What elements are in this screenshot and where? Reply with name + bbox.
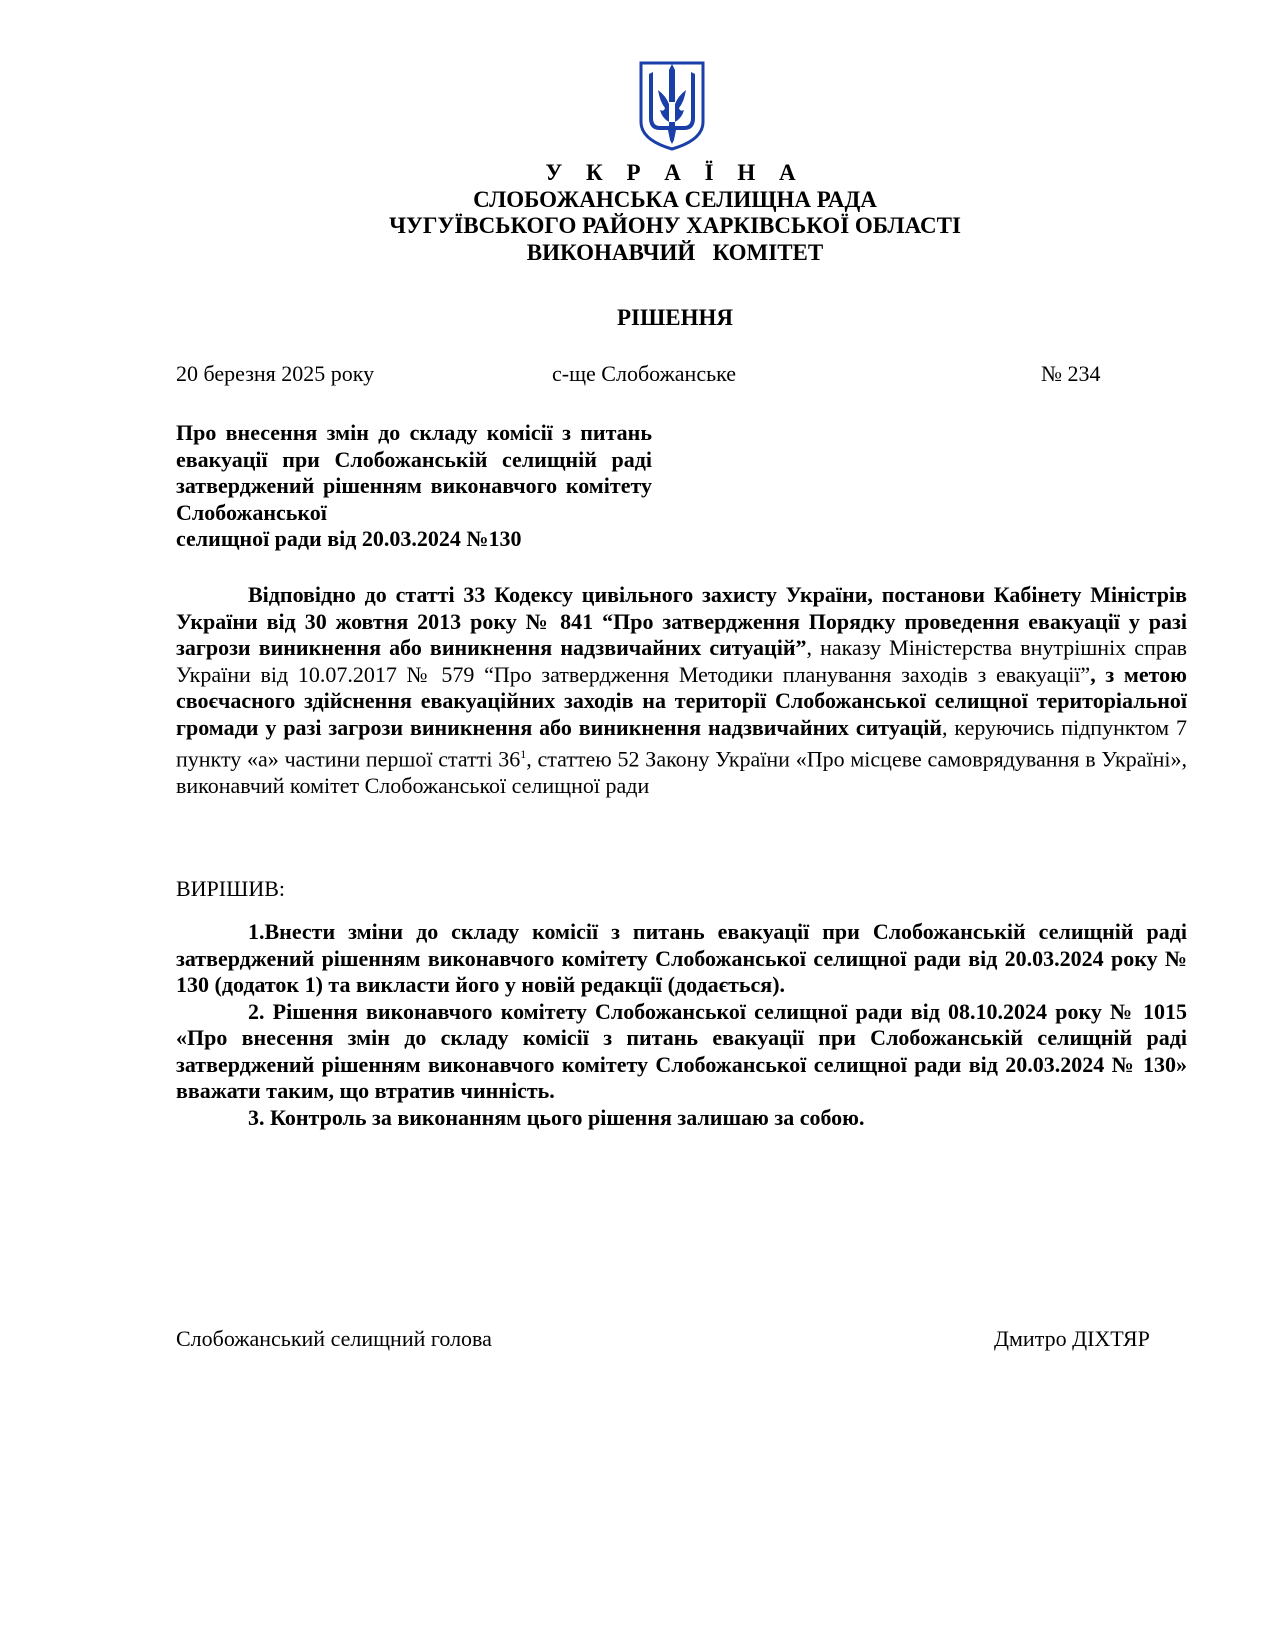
decision-item-1: 1.Внести зміни до складу комісії з питань евакуації при Слобожанській селищній раді затверджений рішенням виконавчого комітету Слобожанської селищної ради від 20.03.2024 року № 130 (додаток 1) та викласти його у новій редакції (додається). (176, 919, 1187, 997)
council-name: СЛОБОЖАНСЬКА СЕЛИЩНА РАДА (473, 186, 877, 212)
signature-name: Дмитро ДІХТЯР (994, 1326, 1150, 1351)
resolved-label: ВИРІШИВ: (176, 876, 285, 901)
decision-items (176, 919, 1187, 1131)
subject-text: Про внесення змін до складу комісії з питань евакуації при Слобожанській селищній раді затверджений рішенням виконавчого комітету Слобожанської (176, 420, 652, 525)
document-number: № 234 (1041, 361, 1101, 386)
preamble-superscript: 1 (520, 747, 527, 761)
preamble-normal-2: , керуючись підпунктом 7 пункту «а» частини першої статті 36 (176, 714, 1187, 772)
preamble-bold-2: , з метою своєчасного здійснення евакуаційних заходів на території Слобожанської селищної територіальної громади у разі загрози виникнення або виникнення надзвичайних ситуацій (176, 661, 1187, 740)
decision-item-2: 2. Рішення виконавчого комітету Слобожанської селищної ради від 08.10.2024 року № 1015 «Про внесення змін до складу комісії з питань евакуації при Слобожанській селищній раді затверджений рішенням виконавчого комітету Слобожанської селищної ради від 20.03.2024 № 130» вважати таким, що втратив чинність. (176, 998, 1187, 1103)
preamble-normal-1: , наказу Міністерства внутрішніх справ України від 10.07.2017 № 579 “Про затвердження Методики планування заходів з евакуації” (176, 635, 1187, 687)
document-place: с-ще Слобожанське (552, 361, 737, 386)
district-name: ЧУГУЇВСЬКОГО РАЙОНУ ХАРКІВСЬКОЇ ОБЛАСТІ (389, 213, 961, 238)
preamble-paragraph (176, 582, 1187, 799)
document-type: РІШЕННЯ (617, 305, 733, 330)
subject-text-last: селищної ради від 20.03.2024 №130 (176, 526, 522, 551)
document-header (0, 160, 1275, 266)
document-subject (176, 420, 652, 553)
coat-of-arms-trident-icon (638, 60, 706, 152)
committee-name: ВИКОНАВЧИЙ КОМІТЕТ (526, 239, 824, 265)
decision-item-3: 3. Контроль за виконанням цього рішення залишаю за собою. (248, 1104, 865, 1130)
preamble-bold-1: Відповідно до статті 33 Кодексу цивільного захисту України, постанови Кабінету Міністрів України від 30 жовтня 2013 року № 841 “Про затвердження Порядку проведення евакуації у разі загрози виникнення або виникнення надзвичайних ситуацій” (176, 582, 1187, 660)
document-date: 20 березня 2025 року (176, 361, 375, 386)
preamble-normal-3: , статтею 52 Закону України «Про місцеве самоврядування в Україні», виконавчий комітет Слобожанської селищної ради (176, 746, 1187, 798)
signature-position: Слобожанський селищний голова (176, 1326, 492, 1351)
country-name: У К Р А Ї Н А (545, 160, 805, 185)
